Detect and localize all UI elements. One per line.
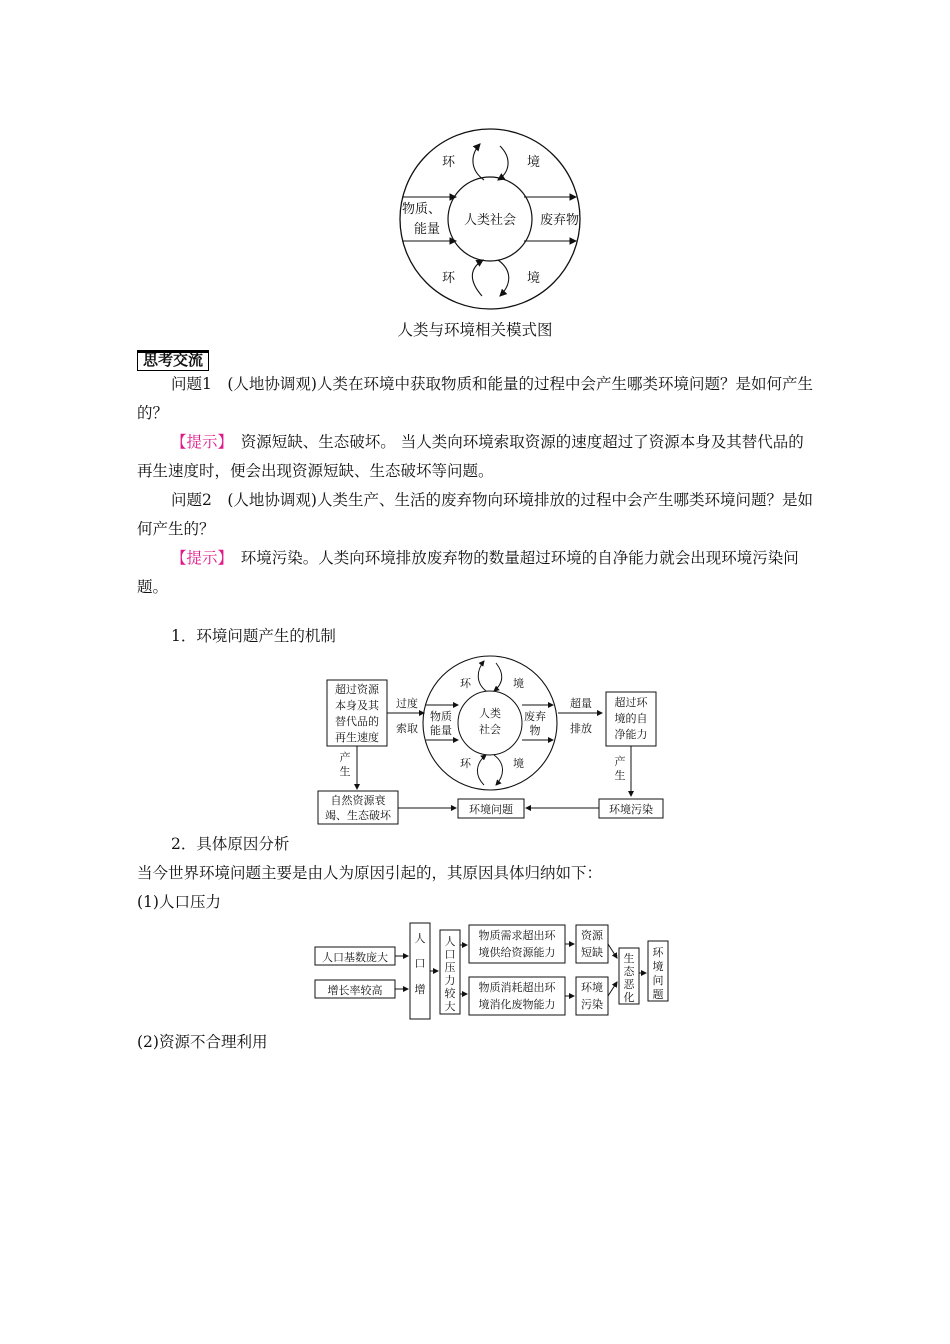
question-2-text: 问题2 (人地协调观)人类生产、生活的废弃物向环境排放的过程中会产生哪类环境问题？是如何产生的？ [137, 491, 813, 538]
svg-text:自然资源衰: 自然资源衰 [330, 794, 386, 807]
subheading-resources: (2)资源不合理利用 [137, 1033, 268, 1051]
svg-text:索取: 索取 [396, 722, 418, 735]
figure-caption: 人类与环境相关模式图 [397, 321, 553, 339]
svg-text:境消化废物能力: 境消化废物能力 [478, 998, 556, 1011]
svg-text:题: 题 [652, 988, 664, 1001]
svg-text:资源: 资源 [581, 929, 603, 942]
input-label: 物质、 [402, 202, 442, 217]
tip-text: 资源短缺、生态破坏。 当人类向环境索取资源的速度超过了资源本身及其替代品的再生速度时，便会出现资源短缺、生态破坏等问题。 [137, 433, 804, 480]
svg-text:境: 境 [513, 677, 524, 690]
env-label: 环 [442, 271, 456, 286]
svg-text:人口基数庞大: 人口基数庞大 [322, 951, 388, 964]
svg-text:力: 力 [444, 974, 456, 987]
svg-text:产: 产 [614, 755, 626, 768]
svg-text:生: 生 [339, 765, 351, 778]
svg-text:本身及其: 本身及其 [335, 699, 379, 712]
svg-text:竭、生态破坏: 竭、生态破坏 [325, 809, 391, 822]
svg-text:大: 大 [444, 1000, 456, 1013]
svg-text:化: 化 [623, 991, 635, 1004]
svg-text:态: 态 [623, 965, 635, 978]
question-2 [137, 486, 817, 544]
svg-text:境供给资源能力: 境供给资源能力 [478, 946, 556, 959]
svg-text:环境: 环境 [581, 981, 603, 994]
question-1-text: 问题1 (人地协调观)人类在环境中获取物质和能量的过程中会产生哪类环境问题？是如何产生的？ [137, 375, 813, 422]
svg-text:过度: 过度 [396, 697, 418, 710]
heading-causes: 2．具体原因分析 [171, 835, 290, 853]
tip-label: 【提示】 [171, 549, 226, 567]
svg-text:口: 口 [414, 957, 426, 970]
svg-text:污染: 污染 [581, 998, 603, 1011]
svg-text:环境污染: 环境污染 [609, 803, 653, 816]
question-1 [137, 370, 817, 428]
heading-mechanism: 1．环境问题产生的机制 [171, 627, 336, 645]
svg-text:产: 产 [339, 751, 351, 764]
answer-1 [137, 428, 817, 486]
svg-text:增: 增 [414, 983, 426, 996]
svg-text:社会: 社会 [479, 723, 501, 736]
svg-text:境的自: 境的自 [614, 712, 648, 725]
section-label: 思考交流 [137, 350, 209, 371]
svg-text:替代品的: 替代品的 [335, 715, 379, 728]
output-label: 废弃物 [540, 213, 580, 228]
input-label: 能量 [414, 222, 441, 237]
svg-text:环境问题: 环境问题 [469, 803, 513, 816]
svg-text:净能力: 净能力 [614, 728, 648, 741]
svg-text:境: 境 [652, 960, 664, 973]
human-environment-model-diagram [390, 120, 590, 315]
env-label: 境 [527, 155, 541, 170]
svg-text:排放: 排放 [570, 722, 592, 735]
population-pressure-diagram [310, 918, 675, 1023]
center-label: 人类社会 [463, 213, 517, 228]
svg-text:短缺: 短缺 [581, 946, 603, 959]
svg-text:生: 生 [614, 769, 626, 782]
svg-text:再生速度: 再生速度 [335, 731, 379, 744]
svg-text:人类: 人类 [479, 707, 501, 720]
svg-text:问: 问 [652, 974, 664, 987]
svg-text:人: 人 [444, 935, 456, 948]
svg-text:能量: 能量 [430, 724, 452, 737]
svg-text:人: 人 [414, 932, 426, 945]
svg-text:物质需求超出环: 物质需求超出环 [478, 929, 556, 942]
svg-text:生: 生 [623, 952, 635, 965]
tip-text: 环境污染。人类向环境排放废弃物的数量超过环境的自净能力就会出现环境污染问题。 [137, 549, 799, 596]
svg-text:境: 境 [513, 757, 524, 770]
svg-text:超量: 超量 [570, 697, 592, 710]
svg-text:口: 口 [444, 948, 456, 961]
svg-text:废弃: 废弃 [524, 710, 546, 723]
intro-text: 当今世界环境问题主要是由人为原因引起的，其原因具体归纳如下： [137, 864, 603, 882]
env-label: 环 [442, 155, 456, 170]
svg-text:环: 环 [460, 757, 471, 770]
svg-text:环: 环 [460, 677, 471, 690]
svg-text:增长率较高: 增长率较高 [327, 984, 383, 997]
svg-text:环: 环 [652, 946, 664, 959]
tip-label: 【提示】 [171, 433, 226, 451]
subheading-population: (1)人口压力 [137, 893, 221, 911]
answer-2 [137, 544, 817, 602]
svg-text:恶: 恶 [623, 978, 635, 991]
svg-text:物: 物 [529, 724, 541, 737]
svg-text:物质: 物质 [430, 710, 452, 723]
svg-text:压: 压 [444, 961, 456, 974]
mechanism-diagram [310, 653, 670, 828]
svg-text:较: 较 [444, 987, 456, 1000]
env-label: 境 [527, 271, 541, 286]
svg-text:超过资源: 超过资源 [335, 683, 379, 696]
svg-text:超过环: 超过环 [614, 696, 648, 709]
svg-text:物质消耗超出环: 物质消耗超出环 [478, 981, 556, 994]
